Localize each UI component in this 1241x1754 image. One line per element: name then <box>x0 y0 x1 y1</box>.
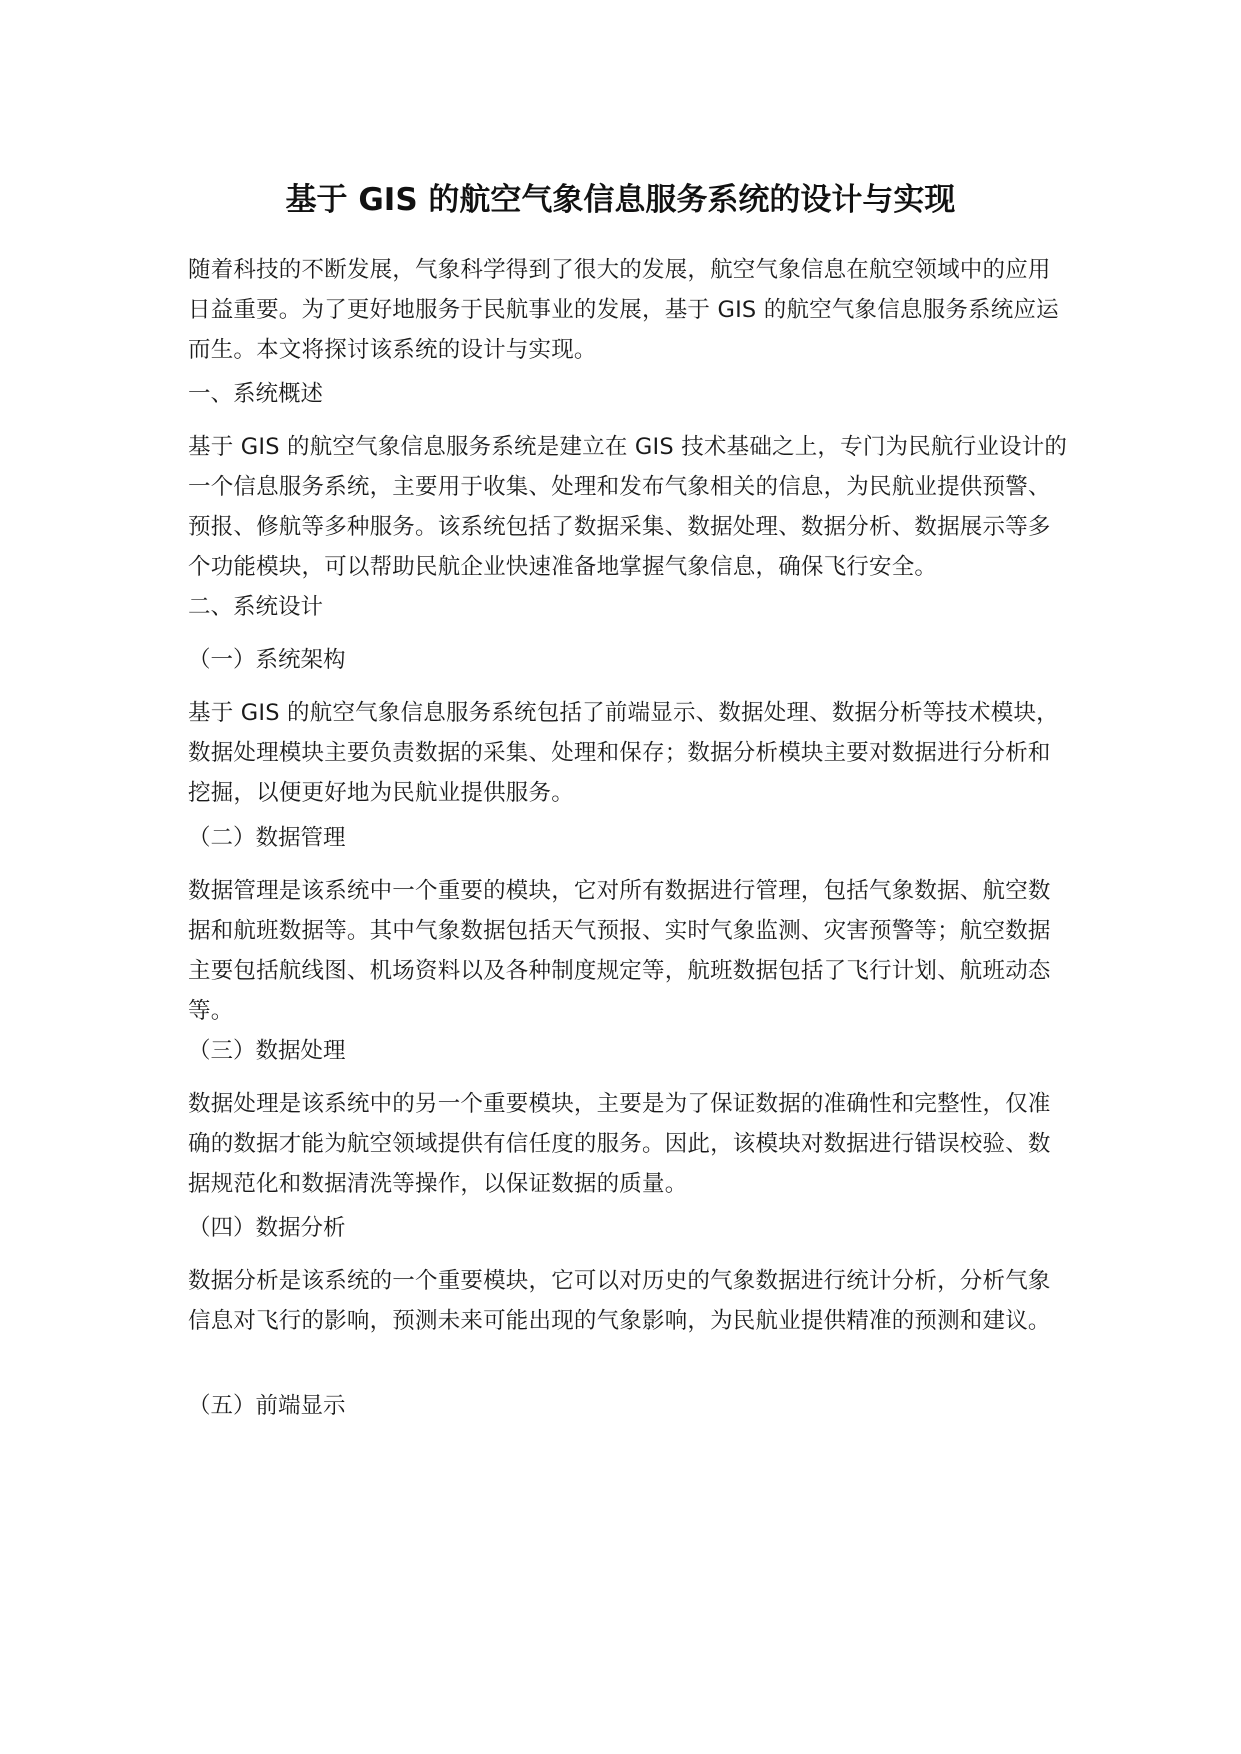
overview-paragraph: 基于 GIS 的航空气象信息服务系统是建立在 GIS 技术基础之上，专门为民航行业设计的一个信息服务系统，主要用于收集、处理和发布气象相关的信息，为民航业提供预警、预报、修航等多种服务。该系统包括了数据采集、数据处理、数据分析、数据展示等多个功能模块，可以帮助民航企业快速准备地掌握气象信息，确保飞行安全。 <box>188 434 1068 580</box>
data-management-paragraph: 数据管理是该系统中一个重要的模块，它对所有数据进行管理，包括气象数据、航空数据和航班数据等。其中气象数据包括天气预报、实时气象监测、灾害预警等；航空数据主要包括航线图、机场资料以及各种制度规定等，航班数据包括了飞行计划、航班动态等。 <box>188 878 1051 1024</box>
subsection-heading-data-management: （二）数据管理 <box>188 825 346 851</box>
data-analysis-paragraph: 数据分析是该系统的一个重要模块，它可以对历史的气象数据进行统计分析，分析气象信息对飞行的影响，预测未来可能出现的气象影响，为民航业提供精准的预测和建议。 <box>188 1268 1051 1334</box>
section-heading-design: 二、系统设计 <box>188 594 324 620</box>
subsection-heading-data-processing: （三）数据处理 <box>188 1038 346 1064</box>
architecture-paragraph: 基于 GIS 的航空气象信息服务系统包括了前端显示、数据处理、数据分析等技术模块，数据处理模块主要负责数据的采集、处理和保存；数据分析模块主要对数据进行分析和挖掘，以便更好地为民航业提供服务。 <box>188 700 1059 806</box>
page-title: 基于 GIS 的航空气象信息服务系统的设计与实现 <box>285 182 956 218</box>
section-heading-overview: 一、系统概述 <box>188 381 324 407</box>
subsection-heading-frontend-display: （五）前端显示 <box>188 1393 346 1419</box>
subsection-heading-architecture: （一）系统架构 <box>188 647 346 673</box>
subsection-heading-data-analysis: （四）数据分析 <box>188 1215 346 1241</box>
intro-paragraph: 随着科技的不断发展，气象科学得到了很大的发展，航空气象信息在航空领域中的应用日益重要。为了更好地服务于民航事业的发展，基于 GIS 的航空气象信息服务系统应运而生。本文将探讨该系统的设计与实现。 <box>188 257 1059 363</box>
data-processing-paragraph: 数据处理是该系统中的另一个重要模块，主要是为了保证数据的准确性和完整性，仅准确的数据才能为航空领域提供有信任度的服务。因此，该模块对数据进行错误校验、数据规范化和数据清洗等操作，以保证数据的质量。 <box>188 1091 1051 1197</box>
